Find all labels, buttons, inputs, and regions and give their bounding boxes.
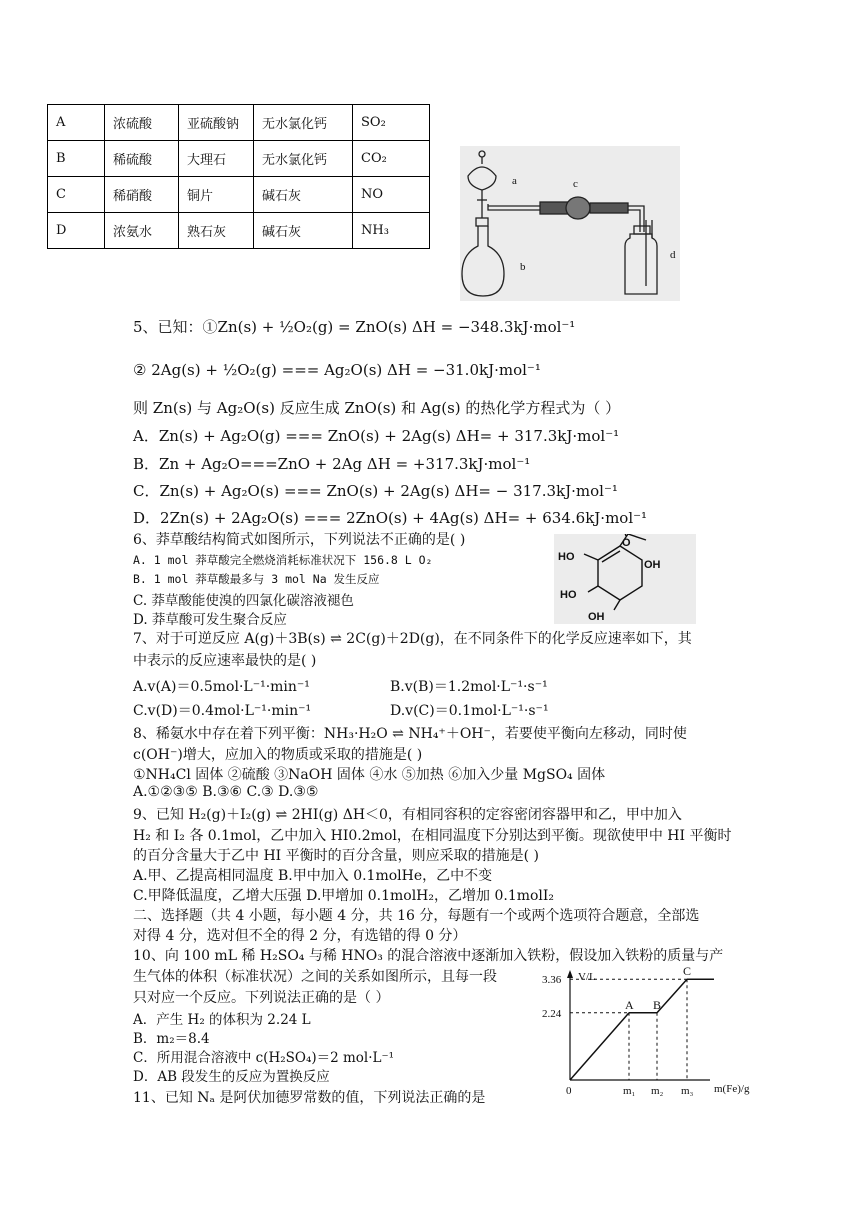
q11-stem: 11、已知 Nₐ 是阿伏加德罗常数的值，下列说法正确的是	[133, 1090, 486, 1106]
q5-equation-2: ② 2Ag(s) + ½O₂(g) === Ag₂O(s) ΔH = −31.0kJ·mol⁻¹	[133, 361, 541, 379]
q10-option-c: C．所用混合溶液中 c(H₂SO₄)＝2 mol·L⁻¹	[133, 1050, 395, 1066]
q10-line-1: 10、向 100 mL 稀 H₂SO₄ 与稀 HNO₃ 的混合溶液中逐渐加入铁粉，假设加入铁粉的质量与产	[133, 948, 724, 964]
q5-option-d: D．2Zn(s) + 2Ag₂O(s) === 2ZnO(s) + 4Ag(s) ΔH= + 634.6kJ·mol⁻¹	[133, 509, 648, 527]
q8-options: A.①②③⑤ B.③⑥ C.③ D.③⑤	[133, 784, 319, 800]
section-2-line-1: 二、选择题（共 4 小题，每小题 4 分，共 16 分，每题有一个或两个选项符合题意，全部选	[133, 908, 700, 924]
label-c: c	[573, 178, 578, 190]
table-cell: 稀硝酸	[105, 177, 179, 213]
table-cell: SO₂	[353, 105, 430, 141]
table-cell: B	[48, 141, 105, 177]
q5-stem: 5、已知：①Zn(s) + ½O₂(g) = ZnO(s) ΔH = −348.3kJ·mol⁻¹	[133, 318, 576, 336]
q8-line-3: ①NH₄Cl 固体 ②硫酸 ③NaOH 固体 ④水 ⑤加热 ⑥加入少量 MgSO₄ 固体	[133, 767, 606, 783]
q7-option-d: D.v(C)＝0.1mol·L⁻¹·s⁻¹	[390, 703, 549, 719]
table-cell: 碱石灰	[254, 177, 353, 213]
structure-label-ho-top: HO	[558, 551, 575, 563]
structure-label-o: O	[622, 537, 631, 549]
table-cell: C	[48, 177, 105, 213]
q6-option-d: D. 莽草酸可发生聚合反应	[133, 612, 287, 628]
q7-line-2: 中表示的反应速率最快的是( )	[133, 653, 317, 669]
table-row	[48, 105, 430, 141]
x-axis-label: m(Fe)/g	[714, 1083, 750, 1095]
table-cell: 浓硫酸	[105, 105, 179, 141]
x-tick-label: m₁	[623, 1085, 636, 1097]
table-cell: 大理石	[179, 141, 254, 177]
q7-option-c: C.v(D)＝0.4mol·L⁻¹·min⁻¹	[133, 703, 312, 719]
structure-figure	[554, 534, 696, 624]
point-label-c: C	[683, 964, 692, 979]
table-cell: 熟石灰	[179, 213, 254, 249]
q10-line-2: 生气体的体积（标准状况）之间的关系如图所示，且每一段	[133, 969, 497, 985]
q9-line-2: H₂ 和 I₂ 各 0.1mol，乙中加入 HI0.2mol，在相同温度下分别达到平衡。现欲使甲中 HI 平衡时	[133, 828, 732, 844]
reagent-table	[47, 104, 430, 249]
q5-option-a: A．Zn(s) + Ag₂O(g) === ZnO(s) + 2Ag(s) ΔH= + 317.3kJ·mol⁻¹	[133, 427, 620, 445]
table-cell: A	[48, 105, 105, 141]
table-row	[48, 213, 430, 249]
table-row	[48, 141, 430, 177]
structure-label-oh-bottom: OH	[588, 611, 605, 623]
y-axis-label: V/L	[578, 971, 596, 983]
x-tick-label: m₃	[681, 1085, 694, 1097]
q10-option-a: A．产生 H₂ 的体积为 2.24 L	[133, 1012, 311, 1028]
q9-line-3: 的百分含量大于乙中 HI 平衡时的百分含量，则应采取的措施是( )	[133, 848, 540, 864]
table-cell: 无水氯化钙	[254, 141, 353, 177]
x-tick-label: m₂	[651, 1085, 664, 1097]
q6-option-a: A. 1 mol 莽草酸完全燃烧消耗标准状况下 156.8 L O₂	[133, 553, 433, 567]
section-2-line-2: 对得 4 分，选对但不全的得 2 分，有选错的得 0 分）	[133, 928, 467, 944]
apparatus-figure	[460, 146, 680, 301]
q7-option-a: A.v(A)＝0.5mol·L⁻¹·min⁻¹	[133, 679, 310, 695]
table-cell: CO₂	[353, 141, 430, 177]
table-cell: 亚硫酸钠	[179, 105, 254, 141]
table-row	[48, 177, 430, 213]
q9-options-ab: A.甲、乙提高相同温度 B.甲中加入 0.1molHe，乙中不变	[133, 868, 493, 884]
series-segment	[570, 1013, 629, 1080]
series-segment	[657, 979, 687, 1013]
origin-label: 0	[566, 1085, 572, 1097]
volume-mass-chart	[540, 958, 760, 1098]
table-cell: 铜片	[179, 177, 254, 213]
q5-option-b: B．Zn + Ag₂O===ZnO + 2Ag ΔH = +317.3kJ·mol⁻¹	[133, 455, 531, 473]
shikimic-acid-structure	[554, 534, 696, 624]
table-cell: 浓氨水	[105, 213, 179, 249]
apparatus-drawing	[460, 146, 680, 301]
table-cell: 碱石灰	[254, 213, 353, 249]
structure-label-oh-acid: OH	[644, 559, 661, 571]
q10-option-d: D．AB 段发生的反应为置换反应	[133, 1069, 330, 1085]
structure-label-ho-middle: HO	[560, 589, 577, 601]
y-tick-label: 3.36	[542, 974, 562, 987]
q10-line-3: 只对应一个反应。下列说法正确的是（ ）	[133, 990, 390, 1006]
q5-question: 则 Zn(s) 与 Ag₂O(s) 反应生成 ZnO(s) 和 Ag(s) 的热化学方程式为（ ）	[133, 399, 621, 417]
table-cell: 无水氯化钙	[254, 105, 353, 141]
point-label-b: B	[653, 997, 662, 1012]
q9-options-cd: C.甲降低温度，乙增大压强 D.甲增加 0.1molH₂，乙增加 0.1molI₂	[133, 888, 555, 904]
table-cell: NO	[353, 177, 430, 213]
label-b: b	[520, 261, 526, 273]
label-d: d	[670, 249, 676, 261]
table-cell: 稀硫酸	[105, 141, 179, 177]
y-tick-label: 2.24	[542, 1007, 562, 1020]
q5-option-c: C．Zn(s) + Ag₂O(s) === ZnO(s) + 2Ag(s) ΔH= − 317.3kJ·mol⁻¹	[133, 482, 618, 500]
q6-option-c: C. 莽草酸能使溴的四氯化碳溶液褪色	[133, 593, 354, 609]
q10-option-b: B．m₂＝8.4	[133, 1031, 210, 1047]
label-a: a	[512, 175, 517, 187]
q7-option-b: B.v(B)＝1.2mol·L⁻¹·s⁻¹	[390, 679, 548, 695]
y-axis-arrow-icon	[567, 970, 573, 978]
q6-stem: 6、莽草酸结构简式如图所示，下列说法不正确的是( )	[133, 532, 466, 548]
q8-line-2: c(OH⁻)增大，应加入的物质或采取的措施是( )	[133, 747, 423, 763]
q8-line-1: 8、稀氨水中存在着下列平衡：NH₃·H₂O ⇌ NH₄⁺＋OH⁻，若要使平衡向左移动，同时使	[133, 726, 687, 742]
q7-line-1: 7、对于可逆反应 A(g)＋3B(s) ⇌ 2C(g)＋2D(g)，在不同条件下的化学反应速率如下，其	[133, 631, 692, 647]
table-cell: NH₃	[353, 213, 430, 249]
q9-line-1: 9、已知 H₂(g)＋I₂(g) ⇌ 2HI(g) ΔH＜0，有相同容积的定容密闭容器甲和乙，甲中加入	[133, 807, 682, 823]
point-label-a: A	[625, 997, 634, 1012]
table-cell: D	[48, 213, 105, 249]
q6-option-b: B. 1 mol 莽草酸最多与 3 mol Na 发生反应	[133, 572, 380, 586]
